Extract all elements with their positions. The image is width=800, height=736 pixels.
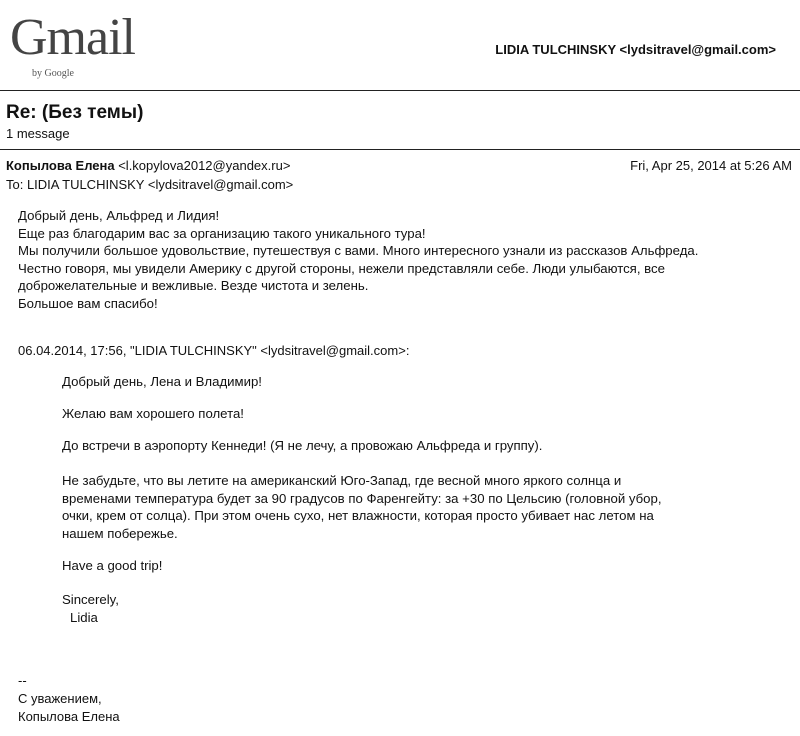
recipient-line: To: LIDIA TULCHINSKY <lydsitravel@gmail.com> (6, 177, 294, 192)
quoted-header: 06.04.2014, 17:56, "LIDIA TULCHINSKY" <lydsitravel@gmail.com>: (18, 343, 410, 358)
quoted-line: очки, крем от солца). При этом очень сухо, нет влажности, которая просто убивает нас летом на (62, 508, 654, 523)
quoted-meet (62, 437, 762, 455)
quoted-weather (62, 472, 762, 542)
quoted-wish (62, 405, 762, 423)
message-divider (0, 149, 800, 150)
thread-subject: Re: (Без темы) (6, 102, 144, 123)
header-divider (0, 90, 800, 91)
quoted-line: Have a good trip! (62, 558, 163, 573)
body-line: Большое вам спасибо! (18, 295, 158, 311)
body-line: Добрый день, Альфред и Лидия! (18, 208, 220, 223)
quoted-trip (62, 557, 762, 575)
message-date: Fri, Apr 25, 2014 at 5:26 AM (630, 158, 792, 173)
body-line: Мы получили большое удовольствие, путешествуя с вами. Много интересного узнали из рассказов Альфреда. (18, 243, 699, 258)
body-line: Еще раз благодарим вас за организацию такого уникального тура! (18, 225, 426, 241)
signature-dash: -- (18, 673, 27, 688)
body-line: доброжелательные и вежливые. Везде чистота и зелень. (18, 278, 369, 293)
signature-name: Копылова Елена (18, 709, 120, 724)
signature (18, 672, 120, 726)
quoted-greeting (62, 373, 762, 391)
quoted-line: Желаю вам хорошего полета! (62, 406, 244, 421)
message-count: 1 message (6, 126, 70, 141)
body-line: Честно говоря, мы увидели Америку с другой стороны, нежели представляли себе. Люди улыбаются, все (18, 260, 665, 276)
account-header: LIDIA TULCHINSKY <lydsitravel@gmail.com> (495, 42, 776, 57)
signature-regards: С уважением, (18, 691, 102, 706)
quoted-line: До встречи в аэропорту Кеннеди! (Я не лечу, а провожаю Альфреда и группу). (62, 438, 543, 453)
logo-byline: by Google (32, 68, 74, 79)
message-body (18, 207, 788, 312)
sender-email: <l.kopylova2012@yandex.ru> (118, 158, 291, 173)
sender-line (6, 158, 290, 173)
quoted-closing (62, 591, 762, 626)
quoted-line: Sincerely, (62, 592, 119, 607)
quoted-line: Добрый день, Лена и Владимир! (62, 374, 262, 389)
quoted-line: Не забудьте, что вы летите на американский Юго-Запад, где весной много яркого солнца и (62, 473, 622, 488)
gmail-logo (10, 9, 155, 82)
sender-name: Копылова Елена (6, 158, 115, 173)
quoted-line: нашем побережье. (62, 525, 178, 541)
quoted-line: Lidia (70, 609, 98, 625)
logo-wordmark: Gmail (10, 9, 135, 66)
quoted-line: временами температура будет за 90 градусов по Фаренгейту: за +30 по Цельсию (головной убор, (62, 490, 662, 506)
